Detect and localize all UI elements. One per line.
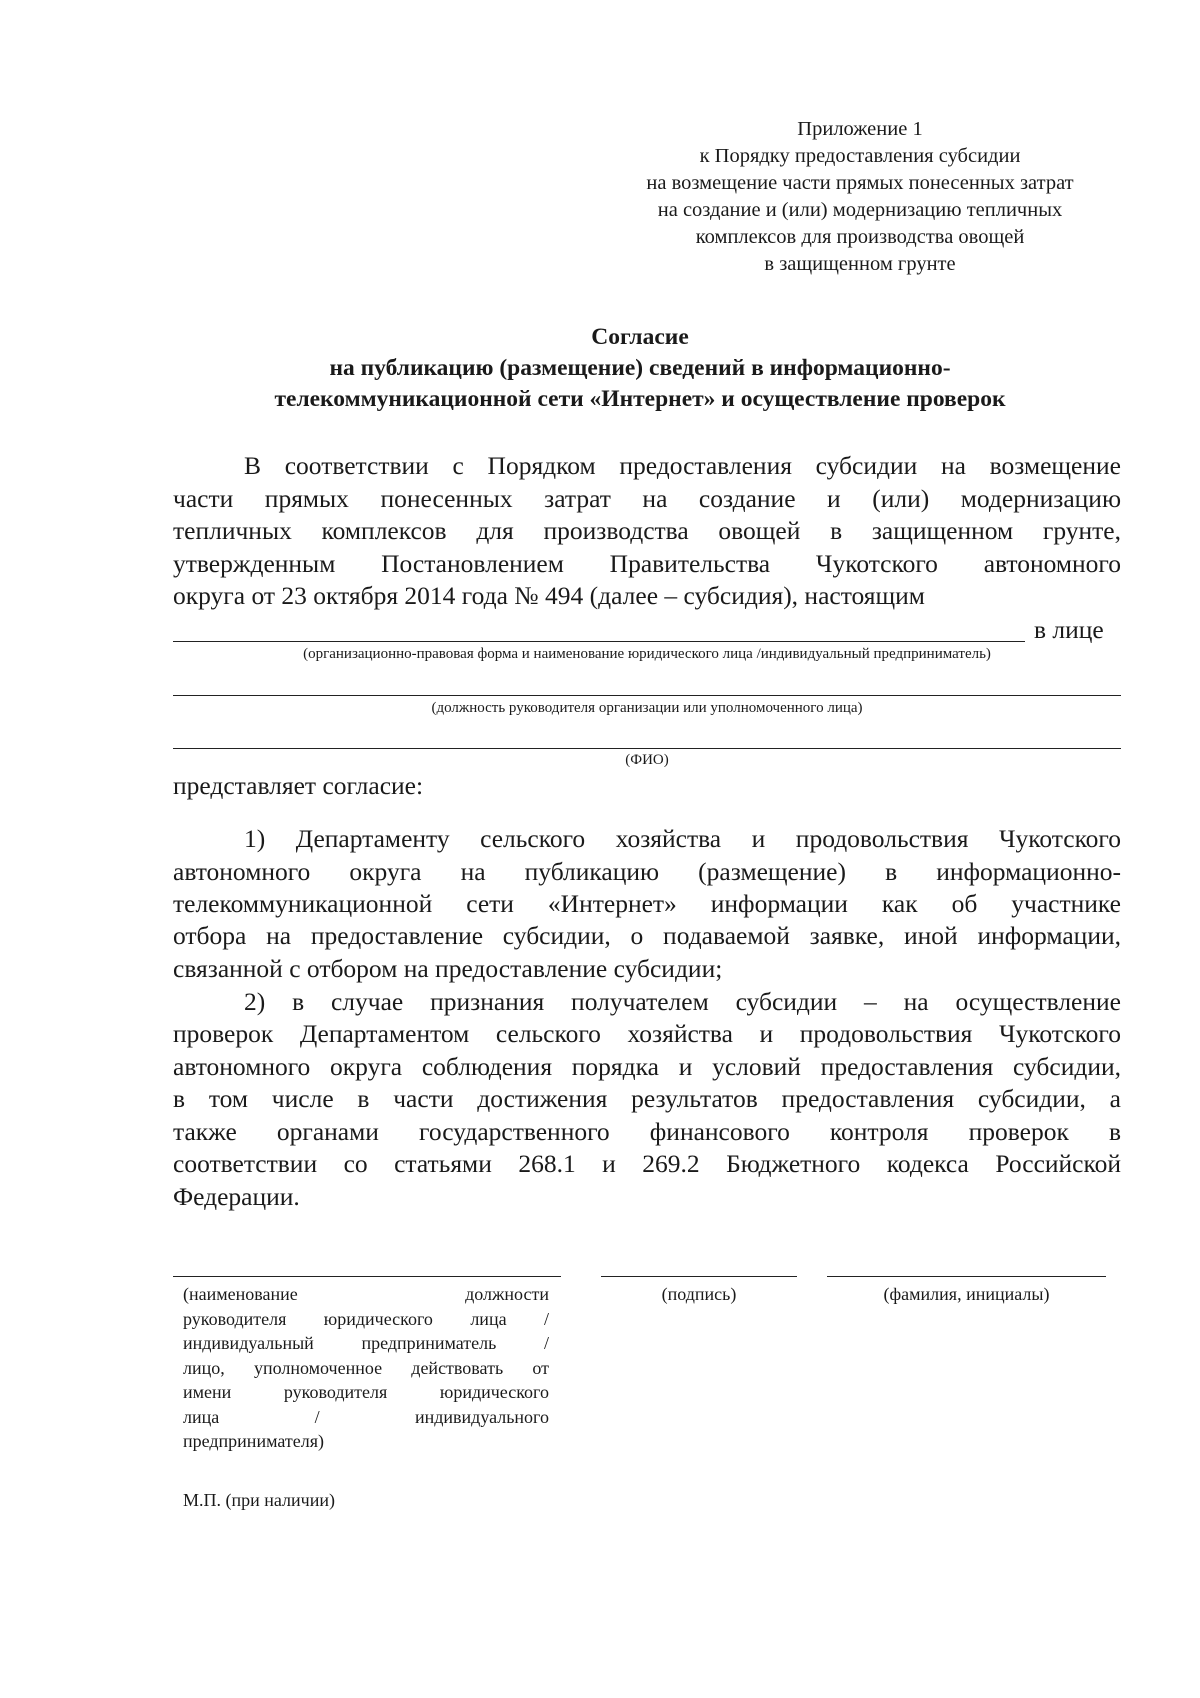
fio-field-line[interactable] [173,748,1121,749]
signature-line[interactable] [601,1276,797,1277]
item2-line: 2) в случае признания получателем субсидии – на осуществление [244,987,1121,1016]
org-name-caption: (организационно-правовая форма и наименование юридического лица /индивидуальный предприниматель) [303,646,991,662]
item1-line: отбора на предоставление субсидии, о подаваемой заявке, иной информации, [173,921,1121,950]
item2-line: в том числе в части достижения результатов предоставления субсидии, а [173,1084,1121,1113]
sig-position-line: индивидуальный предприниматель / [183,1333,549,1353]
item2-line: проверок Департаментом сельского хозяйства и продовольствия Чукотского [173,1019,1121,1048]
appendix-line: на создание и (или) модернизацию тепличных [657,199,1063,221]
appendix-line: на возмещение части прямых понесенных затрат [646,172,1074,194]
item2-line: Федерации. [173,1182,300,1211]
sig-position-line: (наименование должности [183,1284,549,1304]
fio-caption: (ФИО) [625,752,669,768]
item1-line: 1) Департаменту сельского хозяйства и продовольствия Чукотского [244,824,1121,853]
title-line: на публикацию (размещение) сведений в информационно- [329,355,951,381]
appendix-line: в защищенном грунте [764,253,956,275]
item2-line: соответствии со статьями 268.1 и 269.2 Бюджетного кодекса Российской [173,1149,1121,1178]
org-name-field-line[interactable] [173,641,1025,642]
intro-line: утвержденным Постановлением Правительства Чукотского автономного [173,549,1121,578]
sig-position-line: лицо, уполномоченное действовать от [183,1358,549,1378]
in-person-label: в лице [1034,615,1104,644]
appendix-line: к Порядку предоставления субсидии [699,145,1021,167]
appendix-note [600,116,1120,278]
appendix-line: Приложение 1 [797,118,923,140]
intro-line: В соответствии с Порядком предоставления субсидии на возмещение [244,451,1121,480]
item1-line: телекоммуникационной сети «Интернет» информации как об участнике [173,889,1121,918]
item1-line: связанной с отбором на предоставление субсидии; [173,954,723,983]
title-line: телекоммуникационной сети «Интернет» и осуществление проверок [274,386,1006,412]
intro-line: округа от 23 октября 2014 года № 494 (далее – субсидия), настоящим [173,581,925,610]
item2-line: также органами государственного финансового контроля проверок в [173,1117,1121,1146]
name-caption: (фамилия, инициалы) [883,1284,1050,1304]
intro-line: тепличных комплексов для производства овощей в защищенном грунте, [173,516,1121,545]
appendix-line: комплексов для производства овощей [695,226,1025,248]
document-title [170,322,1110,415]
intro-line: части прямых понесенных затрат на создание и (или) модернизацию [173,484,1121,513]
position-field-line[interactable] [173,695,1121,696]
position-signature-line[interactable] [173,1276,561,1277]
item1-line: автономного округа на публикацию (размещение) в информационно- [173,857,1121,886]
item2-line: автономного округа соблюдения порядка и условий предоставления субсидии, [173,1052,1121,1081]
signature-caption: (подпись) [661,1284,737,1304]
title-heading: Согласие [591,324,689,350]
sig-position-line: руководителя юридического лица / [183,1309,549,1329]
position-caption: (должность руководителя организации или уполномоченного лица) [431,700,863,716]
stamp-label: М.П. (при наличии) [183,1490,335,1510]
sig-position-line: предпринимателя) [183,1431,324,1451]
sig-position-line: имени руководителя юридического [183,1382,549,1402]
name-signature-line[interactable] [827,1276,1106,1277]
sig-position-line: лица / индивидуального [183,1407,549,1427]
consent-intro: представляет согласие: [173,771,424,800]
